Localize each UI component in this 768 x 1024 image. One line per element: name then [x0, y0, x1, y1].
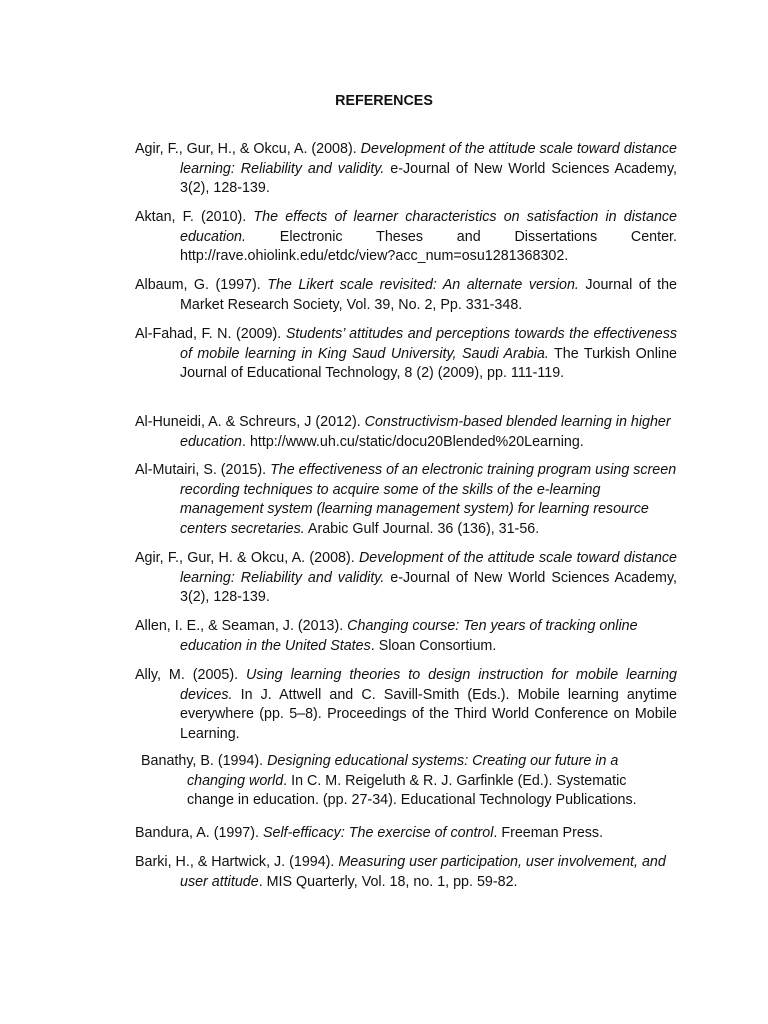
reference-entry: Al-Huneidi, A. & Schreurs, J (2012). Constructivism-based blended learning in higher education. http://www.uh.cu/static/docu20Blended%20Learning. — [135, 414, 671, 450]
reference-entry: Ally, M. (2005). Using learning theories to design instruction for mobile learning devices. In J. Attwell and C. Savill-Smith (Eds.). Mobile learning anytime everywhere (pp. 5–8). Proceedings of the Third World Conference on Mobile Learning. — [135, 667, 677, 742]
reference-entry: Agir, F., Gur, H. & Okcu, A. (2008). Development of the attitude scale toward distance learning: Reliability and validity. e-Journal of New World Sciences Academy, 3(2), 128-139. — [135, 550, 678, 606]
references-heading: REFERENCES — [335, 93, 433, 109]
reference-entry: Bandura, A. (1997). Self-efficacy: The exercise of control. Freeman Press. — [135, 825, 604, 841]
reference-entry: Allen, I. E., & Seaman, J. (2013). Changing course: Ten years of tracking online education in the United States. Sloan Consortium. — [135, 618, 638, 654]
reference-entry: Al-Fahad, F. N. (2009). Students’ attitudes and perceptions towards the effectiveness of mobile learning in King Saud University, Saudi Arabia. The Turkish Online Journal of Educational Technology, 8 (2) (2009), pp. 111-119. — [135, 326, 678, 382]
reference-entry: Albaum, G. (1997). The Likert scale revisited: An alternate version. Journal of the Market Research Society, Vol. 39, No. 2, Pp. 331-348. — [135, 277, 677, 313]
reference-entry: Agir, F., Gur, H., & Okcu, A. (2008). Development of the attitude scale toward distance learning: Reliability and validity. e-Journal of New World Sciences Academy, 3(2), 128-139. — [135, 141, 678, 197]
reference-entry: Aktan, F. (2010). The effects of learner characteristics on satisfaction in distance education. Electronic Theses and Dissertations Center. http://rave.ohiolink.edu/etdc/view?acc_num=osu1281368302. — [135, 209, 677, 265]
reference-entry: Banathy, B. (1994). Designing educational systems: Creating our future in a changing world. In C. M. Reigeluth & R. J. Garfinkle (Ed.). Systematic change in education. (pp. 27-34). Educational Technology Publications. — [141, 753, 637, 809]
reference-entry: Al-Mutairi, S. (2015). The effectiveness of an electronic training program using screen recording techniques to acquire some of the skills of the e-learning management system (learning management system) for learning resource centers secretaries. Arabic Gulf Journal. 36 (136), 31-56. — [135, 462, 677, 537]
reference-entry: Barki, H., & Hartwick, J. (1994). Measuring user participation, user involvement, and user attitude. MIS Quarterly, Vol. 18, no. 1, pp. 59-82. — [135, 854, 666, 890]
